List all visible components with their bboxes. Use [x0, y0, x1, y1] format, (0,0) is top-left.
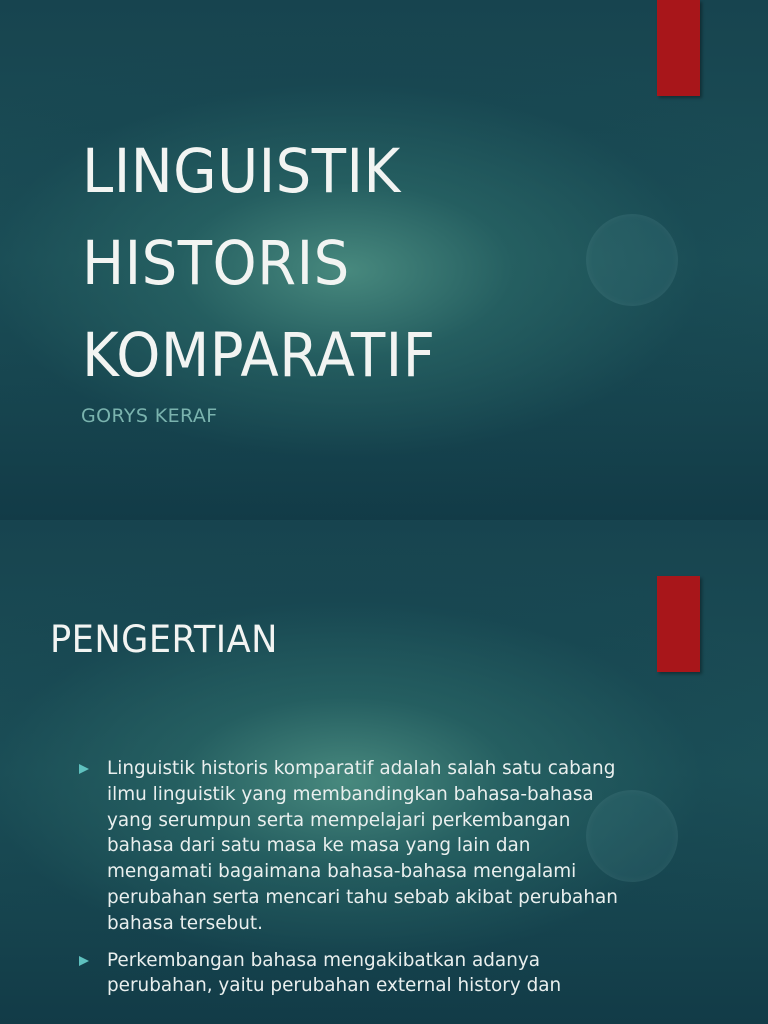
decorative-circle: [586, 214, 678, 306]
slide-title: [82, 126, 435, 402]
triangle-bullet-icon: [79, 764, 89, 774]
bullet-text: Perkembangan bahasa mengakibatkan adanya perubahan, yaitu perubahan external history dan: [107, 949, 562, 997]
slide-subtitle: GORYS KERAF: [81, 405, 218, 427]
list-item: [78, 948, 638, 1000]
triangle-bullet-icon: [79, 956, 89, 966]
title-line: KOMPARATIF: [82, 320, 436, 391]
title-line: HISTORIS: [82, 228, 350, 299]
accent-bar: [657, 0, 700, 96]
bullet-text: Linguistik historis komparatif adalah salah satu cabang ilmu linguistik yang membandingkan bahasa-bahasa yang serumpun serta mempelajari perkembangan bahasa dari satu masa ke masa yang lain dan mengamati bagaimana bahasa-bahasa mengalami perubahan serta mencari tahu sebab akibat perubahan bahasa tersebut.: [107, 758, 618, 934]
title-line: LINGUISTIK: [82, 136, 401, 207]
bullet-list: [78, 756, 638, 1010]
accent-bar: [657, 576, 700, 672]
list-item: [78, 756, 638, 937]
slide-heading: PENGERTIAN: [50, 618, 278, 661]
content-slide: [0, 520, 768, 1024]
